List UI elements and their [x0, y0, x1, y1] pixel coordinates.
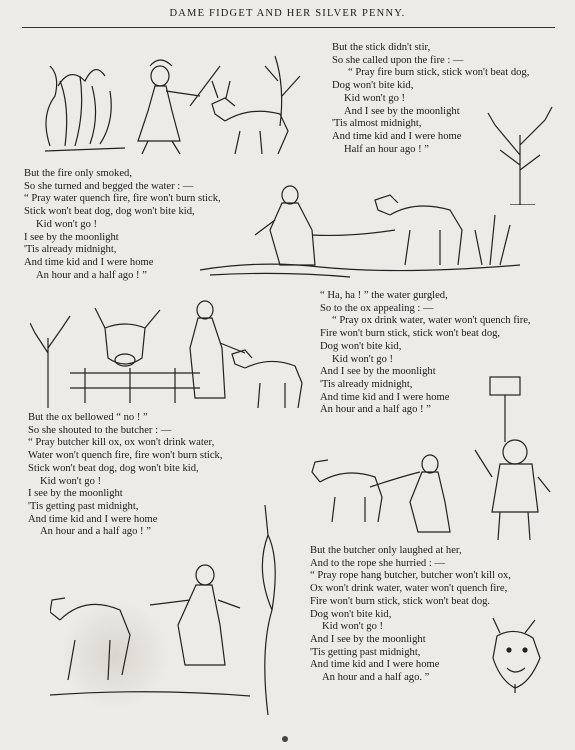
dame-butcher-kid-illustration: [310, 372, 560, 542]
verse-line: “ Pray rope hang butcher, butcher won't kill ox,: [310, 570, 511, 582]
verse-line: Kid won't go !: [332, 353, 394, 365]
verse-line: Water won't quench fire, fire won't burn stick,: [28, 450, 223, 462]
kid-head-icon: [485, 618, 550, 693]
verse-line: “ Pray butcher kill ox, ox won't drink water,: [28, 437, 215, 449]
verse-line: 'Tis getting past midnight,: [310, 646, 421, 658]
verse-line: Kid won't go !: [322, 621, 384, 633]
verse-line: So she called upon the fire : —: [332, 54, 464, 66]
fire-scene-icon: [30, 36, 330, 164]
verse-line: “ Pray ox drink water, water won't quench fire,: [332, 315, 531, 327]
butcher-scene-icon: [310, 372, 560, 542]
verse-line: But the fire only smoked,: [24, 168, 132, 179]
verse-line: Stick won't beat dog, dog won't bite kid,: [24, 206, 195, 218]
verse-line: Kid won't go !: [36, 218, 98, 230]
verse-line: 'Tis already midnight,: [24, 244, 117, 256]
stanza-water: [24, 168, 221, 282]
verse-line: But the stick didn't stir,: [332, 42, 431, 53]
dame-ox-kid-illustration: [30, 298, 320, 416]
verse-line: I see by the moonlight: [28, 488, 123, 500]
verse-line: And I see by the moonlight: [320, 366, 436, 378]
verse-line: And time kid and I were home: [310, 659, 440, 671]
verse-line: And to the rope she hurried : —: [310, 557, 446, 569]
verse-line: And I see by the moonlight: [344, 105, 460, 117]
page-title: DAME FIDGET AND HER SILVER PENNY.: [169, 8, 406, 19]
verse-line: An hour and a half ago. ”: [322, 672, 430, 684]
verse-line: And I see by the moonlight: [310, 633, 426, 645]
verse-line: An hour and a half ago ! ”: [320, 404, 431, 416]
verse-line: “ Pray fire burn stick, stick won't beat dog,: [348, 67, 530, 79]
dame-fire-kid-illustration: [30, 36, 330, 164]
verse-line: But the ox bellowed “ no ! ”: [28, 412, 148, 423]
verse-line: 'Tis getting past midnight,: [28, 500, 139, 512]
kid-head-illustration: [485, 618, 550, 693]
page-mark: [282, 736, 288, 742]
verse-line: 'Tis almost midnight,: [332, 118, 422, 130]
verse-line: Dog won't bite kid,: [310, 608, 392, 620]
verse-line: So she turned and begged the water : —: [24, 180, 194, 192]
verse-line: And time kid and I were home: [24, 256, 154, 268]
verse-line: Fire won't burn stick, stick won't beat dog,: [320, 328, 501, 340]
verse-line: Kid won't go !: [344, 92, 406, 104]
verse-line: An hour and a half ago ! ”: [36, 269, 147, 281]
verse-line: And time kid and I were home: [332, 130, 462, 142]
verse-line: Ox won't drink water, water won't quench fire,: [310, 583, 508, 595]
verse-line: Dog won't bite kid,: [320, 340, 402, 352]
verse-line: So she shouted to the butcher : —: [28, 424, 172, 436]
water-scene-icon: [200, 175, 520, 285]
ox-scene-icon: [30, 298, 320, 416]
verse-line: “ Ha, ha ! ” the water gurgled,: [320, 290, 448, 301]
verse-line: Kid won't go !: [40, 475, 102, 487]
verse-line: Stick won't beat dog, dog won't bite kid,: [28, 462, 199, 474]
verse-line: An hour and a half ago ! ”: [40, 526, 151, 538]
verse-line: I see by the moonlight: [24, 231, 119, 243]
verse-line: Fire won't burn stick, stick won't beat dog.: [310, 595, 491, 607]
verse-line: “ Pray water quench fire, fire won't burn stick,: [24, 193, 221, 205]
dame-water-kid-illustration: [200, 175, 520, 285]
verse-line: So to the ox appealing : —: [320, 302, 434, 314]
stanza-rope: [310, 545, 511, 685]
dame-rope-kid-illustration: [50, 500, 300, 720]
verse-line: And time kid and I were home: [28, 513, 158, 525]
verse-line: And time kid and I were home: [320, 391, 450, 403]
verse-line: But the butcher only laughed at her,: [310, 545, 462, 556]
verse-line: Half an hour ago ! ”: [344, 143, 430, 155]
verse-line: Dog won't bite kid,: [332, 80, 414, 92]
rope-scene-icon: [50, 500, 300, 720]
header-rule: [22, 27, 555, 28]
verse-line: 'Tis already midnight,: [320, 378, 413, 390]
